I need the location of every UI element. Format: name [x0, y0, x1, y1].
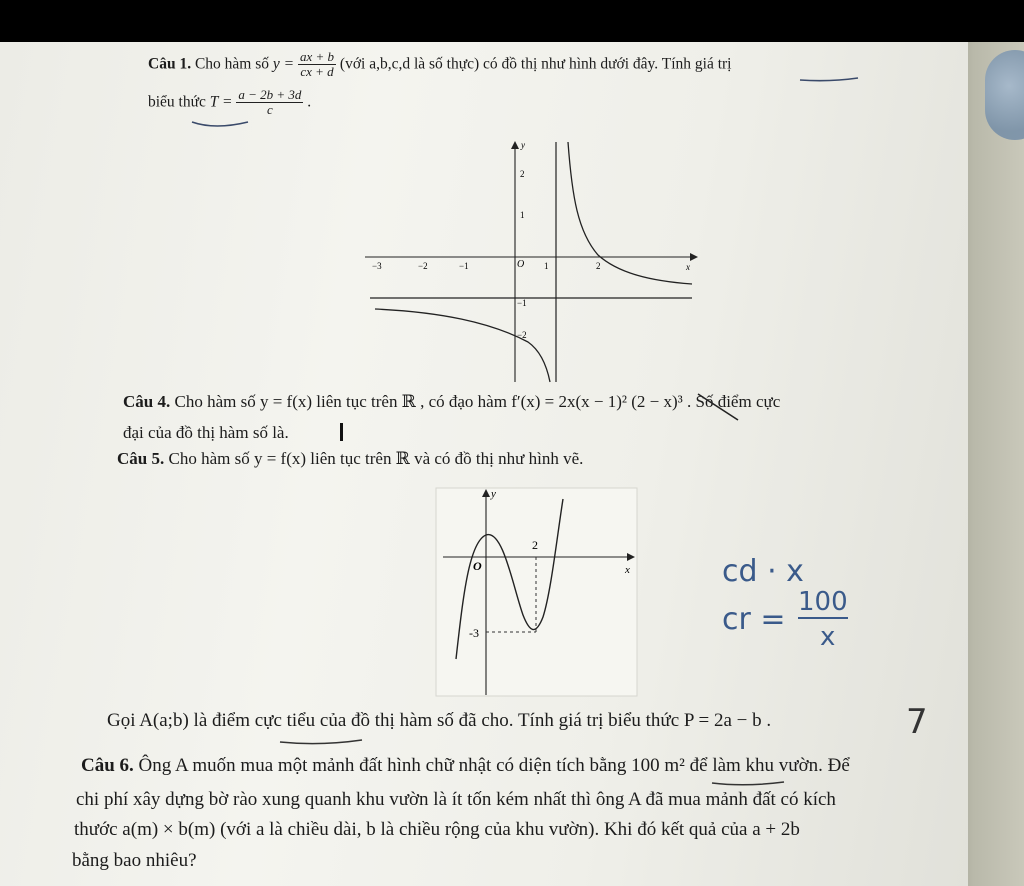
- q5-label: Câu 5.: [117, 449, 165, 468]
- graph1-ytick: −2: [517, 330, 527, 340]
- q4-text: Cho hàm số y = f(x) liên tục trên ℝ , có đạo hàm f′(x) = 2x(x − 1)² (2 − x)³ . Số điểm cực: [174, 392, 781, 411]
- q1-frac-num: ax + b: [299, 49, 335, 64]
- graph1-xtick: −2: [418, 261, 428, 271]
- q1-t-eq: T =: [209, 93, 233, 111]
- handwritten-answer: 7: [906, 702, 928, 742]
- q1-pen-marks: [0, 42, 968, 152]
- graph1-ytick: 1: [520, 210, 525, 220]
- q4-label: Câu 4.: [123, 392, 171, 411]
- graph1-xtick: −3: [372, 261, 382, 271]
- graph1-xtick: 2: [596, 261, 601, 271]
- q1-label: Câu 1.: [148, 55, 192, 73]
- q6-line4: [72, 850, 197, 872]
- graph1-curve-left: [375, 309, 550, 382]
- graph1-x-axis: [365, 253, 698, 261]
- q1-y-eq: y =: [272, 55, 295, 73]
- text-cursor: [340, 423, 343, 441]
- q5b-pen-underline: [0, 732, 968, 752]
- graph2-figure: [435, 487, 640, 702]
- graph1-y-label: y: [521, 140, 525, 150]
- top-black-bar: [0, 0, 1024, 42]
- graph2-label-2: 2: [532, 538, 538, 552]
- q6-text-1: Ông A muốn mua một mảnh đất hình chữ nhật có diện tích bằng 100 m² để làm khu vườn. Để: [138, 755, 850, 776]
- q5-line: [117, 449, 583, 469]
- q6-text-4: bằng bao nhiêu?: [72, 850, 197, 871]
- handwriting-line2-num: 100: [798, 587, 848, 617]
- q6-text-3: thước a(m) × b(m) (với a là chiều dài, b là chiều rộng của khu vườn). Khi đó kết quả của a + 2b: [74, 819, 800, 840]
- handwriting-line1: cd · x: [722, 554, 804, 589]
- graph1-xtick: 1: [544, 261, 549, 271]
- q1-t-den: c: [266, 102, 273, 118]
- q4-pen-strike: [680, 382, 770, 432]
- q1-frac-den: cx + d: [300, 64, 334, 80]
- q4-text-2: đại của đồ thị hàm số là.: [123, 423, 289, 442]
- q1-rest: (với a,b,c,d là số thực) có đồ thị như hình dưới đây. Tính giá trị: [339, 55, 732, 73]
- q1-intro: Cho hàm số: [194, 55, 270, 73]
- q4-line2: [123, 423, 289, 443]
- q5b-line: [107, 710, 771, 732]
- q1-period: .: [307, 93, 312, 111]
- q6-line3: [74, 819, 800, 841]
- paper-page: [0, 42, 968, 886]
- graph1-xtick: −1: [459, 261, 469, 271]
- handwriting-line2-left: cr =: [722, 602, 786, 637]
- q1-bieu-thuc: biểu thức: [148, 93, 206, 111]
- q6-line2: [76, 789, 836, 811]
- graph2-y-label: y: [491, 488, 496, 500]
- graph1-curve-right: [568, 142, 692, 284]
- q6-line1: [81, 755, 850, 777]
- q6-label: Câu 6.: [81, 755, 134, 776]
- graph2-label-neg3: -3: [469, 626, 479, 640]
- graph1-figure: [360, 137, 700, 387]
- q5-text: Cho hàm số y = f(x) liên tục trên ℝ và có đồ thị như hình vẽ.: [168, 449, 584, 468]
- handwriting-line2-den: x: [820, 622, 836, 652]
- q1-t-num: a − 2b + 3d: [238, 87, 302, 102]
- graph1-ytick: −1: [517, 298, 527, 308]
- graph1-x-label: x: [686, 262, 690, 272]
- q5b-text: Gọi A(a;b) là điểm cực tiểu của đồ thị hàm số đã cho. Tính giá trị biểu thức P = 2a − b .: [107, 710, 772, 731]
- graph2-x-label: x: [625, 564, 630, 576]
- graph2-origin: O: [473, 559, 482, 573]
- q6-text-2: chi phí xây dựng bờ rào xung quanh khu vườn là ít tốn kém nhất thì ông A đã mua mảnh đất có kích: [76, 789, 836, 810]
- graph1-ytick: 2: [520, 169, 525, 179]
- background-object: [985, 50, 1024, 140]
- graph1-origin: O: [517, 259, 525, 270]
